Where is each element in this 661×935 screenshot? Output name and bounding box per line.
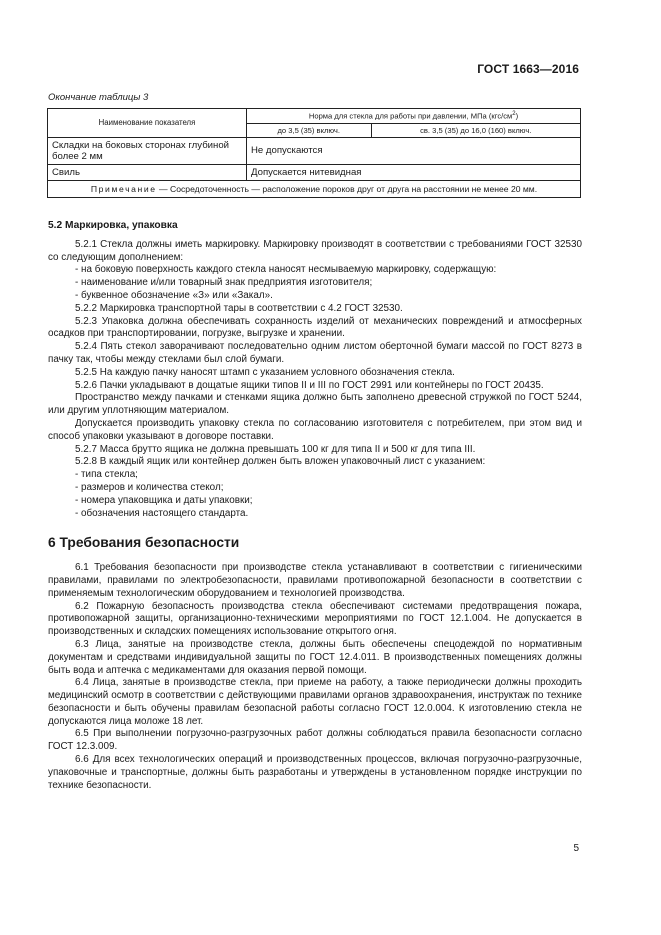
table-header-row: [48, 109, 581, 124]
paragraph: 6.6 Для всех технологических операций и производственных процессов, включая погрузочно-разгрузочные, упаковочные и транспортные, должны быть разработаны и утверждены в установленном порядке инструкции по технике безопасности.: [48, 754, 582, 791]
note-label: Примечание: [90, 183, 157, 194]
table-caption: Окончание таблицы 3: [48, 92, 149, 103]
list-item: - на боковую поверхность каждого стекла наносят несмываемую маркировку, содержащую:: [75, 264, 497, 276]
table-row: [48, 164, 581, 180]
row-name: Свиль: [48, 164, 247, 180]
paragraph: Допускается производить упаковку стекла по согласованию изготовителя с потребителем, при этом вид и способ упаковки указывают в договоре поставки.: [48, 417, 582, 442]
row-name: Складки на боковых сторонах глубиной более 2 мм: [48, 137, 247, 164]
page-number: 5: [573, 843, 579, 854]
subcolumn-header-2: св. 3,5 (35) до 16,0 (160) включ.: [371, 123, 581, 137]
paragraph: 6.1 Требования безопасности при производстве стекла устанавливают в соответствии с гигиеническими правилами, правилами по электробезопасности, правилами противопожарной безопасности в соответствии с применяемым технологическим оборудованием и технологией производства.: [48, 562, 582, 599]
paragraph: 6.5 При выполнении погрузочно-разгрузочных работ должны соблюдаться правила безопасности согласно ГОСТ 12.3.009.: [48, 728, 582, 753]
list-item: - обозначения настоящего стандарта.: [75, 507, 249, 519]
paragraph: 5.2.7 Масса брутто ящика не должна превышать 100 кг для типа II и 500 кг для типа III.: [75, 443, 476, 455]
paragraph: Пространство между пачками и стенками ящика должно быть заполнено древесной стружкой по ГОСТ 5244, или другим уплотняющим материалом.: [48, 392, 582, 417]
list-item: - номера упаковщика и даты упаковки;: [75, 494, 253, 506]
list-item: - наименование и/или товарный знак предприятия изготовителя;: [75, 277, 373, 289]
list-item: - типа стекла;: [75, 469, 138, 481]
paragraph: 5.2.6 Пачки укладывают в дощатые ящики типов II и III по ГОСТ 2991 или контейнеры по ГОСТ 20435.: [75, 379, 544, 391]
table-row: [48, 137, 581, 164]
note-text: — Сосредоточенность — расположение пороков друг от друга на расстоянии не менее 20 мм.: [156, 183, 538, 194]
paragraph: 6.3 Лица, занятые на производстве стекла, должны быть обеспечены спецодеждой по нормативным документам и средствами индивидуальной защиты по ГОСТ 12.4.011. В производственных помещениях должны быть вода и аптечка с медикаментами для оказания первой помощи.: [48, 638, 582, 676]
table-note-row: [48, 180, 581, 197]
row-value: Не допускаются: [247, 137, 581, 164]
paragraph: 5.2.1 Стекла должны иметь маркировку. Маркировку производят в соответствии с требованиями ГОСТ 32530 со следующим дополнением:: [48, 238, 582, 263]
section-heading-6: 6 Требования безопасности: [48, 535, 240, 551]
document-header: ГОСТ 1663—2016: [477, 62, 579, 76]
norm-header-text: Норма для стекла для работы при давлении, МПа (кгс/см: [308, 111, 513, 121]
paragraph: 5.2.8 В каждый ящик или контейнер должен быть вложен упаковочный лист с указанием:: [75, 456, 486, 468]
paragraph: 5.2.5 На каждую пачку наносят штамп с указанием условного обозначения стекла.: [75, 366, 455, 378]
paragraph: 5.2.3 Упаковка должна обеспечивать сохранность изделий от механических повреждений и атмосферных осадков при транспортировании, погрузке, выгрузке и хранении.: [48, 315, 582, 340]
column-header-name: Наименование показателя: [48, 109, 247, 138]
paragraph: 6.2 Пожарную безопасность производства стекла обеспечивают системами предотвращения пожара, противопожарной защиты, организационно-техническими мероприятиями по ГОСТ 12.1.004. Не допускается в производственных и складских помещениях использование открытого огня.: [48, 600, 582, 638]
paragraph: 5.2.4 Пять стекол заворачивают последовательно одним листом оберточной бумаги массой по ГОСТ 8273 в пачку так, чтобы между стеклами был слой бумаги.: [48, 341, 582, 365]
row-value: Допускается нитевидная: [247, 164, 581, 180]
section-heading-5-2: 5.2 Маркировка, упаковка: [48, 220, 178, 231]
norm-header-close: ): [515, 111, 519, 121]
list-item: - буквенное обозначение «З» или «Закал».: [75, 289, 273, 301]
subcolumn-header-1: до 3,5 (35) включ.: [247, 123, 372, 137]
paragraph: 6.4 Лица, занятые в производстве стекла, при приеме на работу, а также периодически должны проходить медицинский осмотр в соответствии с действующими правилами органов здравоохранения, инструктаж по технике безопасности и быть обучены правилам безопасной работы согласно ГОСТ 12.0.004. К изготовлению стекла не допускаются лица моложе 18 лет.: [48, 677, 582, 727]
list-item: - размеров и количества стекол;: [75, 481, 224, 493]
norms-table: [47, 108, 581, 198]
norm-header-sup: 2: [512, 111, 516, 117]
table-note: [48, 180, 581, 197]
main-content: [48, 220, 582, 792]
column-header-norm: [247, 109, 581, 124]
paragraph: 5.2.2 Маркировка транспортной тары в соответствии с 4.2 ГОСТ 32530.: [75, 302, 403, 314]
